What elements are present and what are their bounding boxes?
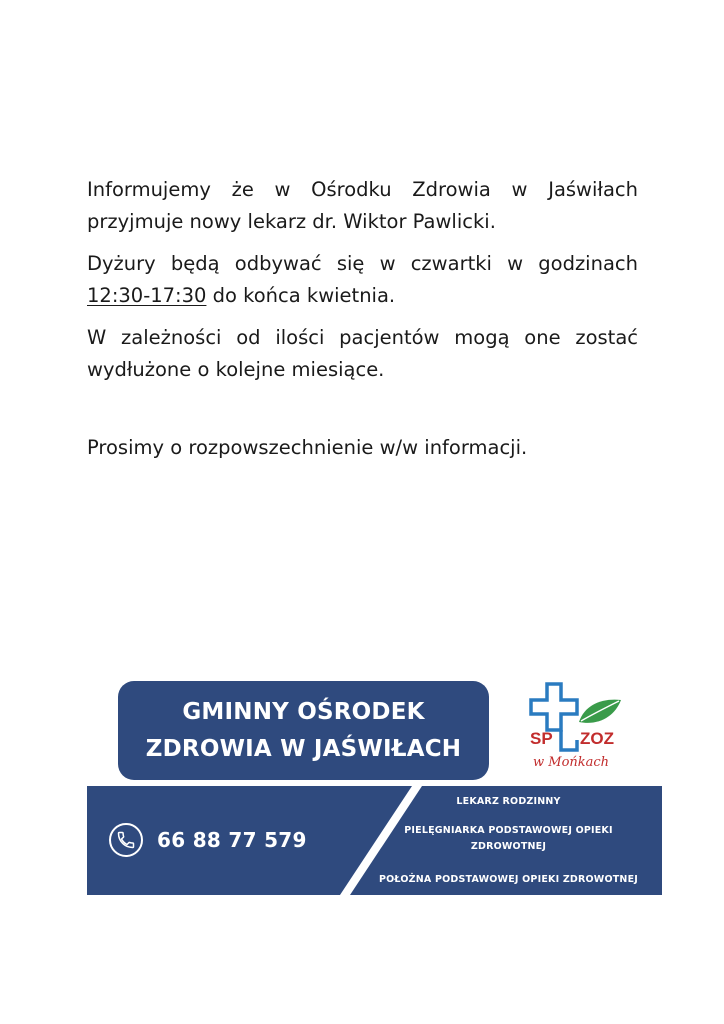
service-family-doctor: LEKARZ RODZINNY bbox=[456, 796, 561, 807]
hours-text-after: do końca kwietnia. bbox=[206, 284, 396, 307]
clinic-title-line1: GMINNY OŚRODEK bbox=[182, 698, 425, 725]
service-nurse: PIELĘGNIARKA PODSTAWOWEJ OPIEKI ZDROWOTNEJ bbox=[404, 825, 613, 852]
phone-icon bbox=[109, 823, 143, 857]
service-midwife: POŁOŻNA PODSTAWOWEJ OPIEKI ZDROWOTNEJ bbox=[378, 874, 638, 885]
cross-stem bbox=[561, 730, 577, 750]
notice-paragraph-extension: W zależności od ilości pacjentów mogą one zostać wydłużone o kolejne miesiące. bbox=[87, 326, 638, 381]
logo-zoz: ZOZ bbox=[580, 729, 614, 748]
notice-paragraph-hours bbox=[87, 248, 638, 312]
phone-number: 66 88 77 579 bbox=[157, 828, 307, 852]
logo-sp: SP bbox=[530, 729, 553, 748]
notice-text bbox=[87, 174, 638, 474]
hours-range: 12:30-17:30 bbox=[87, 284, 207, 307]
notice-paragraph-doctor: Informujemy że w Ośrodku Zdrowia w Jaświłach przyjmuje nowy lekarz dr. Wiktor Pawlicki. bbox=[87, 178, 638, 233]
phone-contact bbox=[109, 823, 307, 857]
clinic-title-line2: ZDROWIA W JAŚWIŁACH bbox=[145, 735, 462, 762]
notice-paragraph-request: Prosimy o rozpowszechnienie w/w informacji. bbox=[87, 436, 528, 459]
logo-place: w Mońkach bbox=[533, 755, 610, 770]
hours-text-before: Dyżury będą odbywać się w czwartki w godzinach bbox=[87, 252, 638, 275]
clinic-banner bbox=[87, 676, 662, 895]
clinic-title bbox=[118, 681, 489, 780]
medical-cross-icon bbox=[531, 684, 577, 730]
